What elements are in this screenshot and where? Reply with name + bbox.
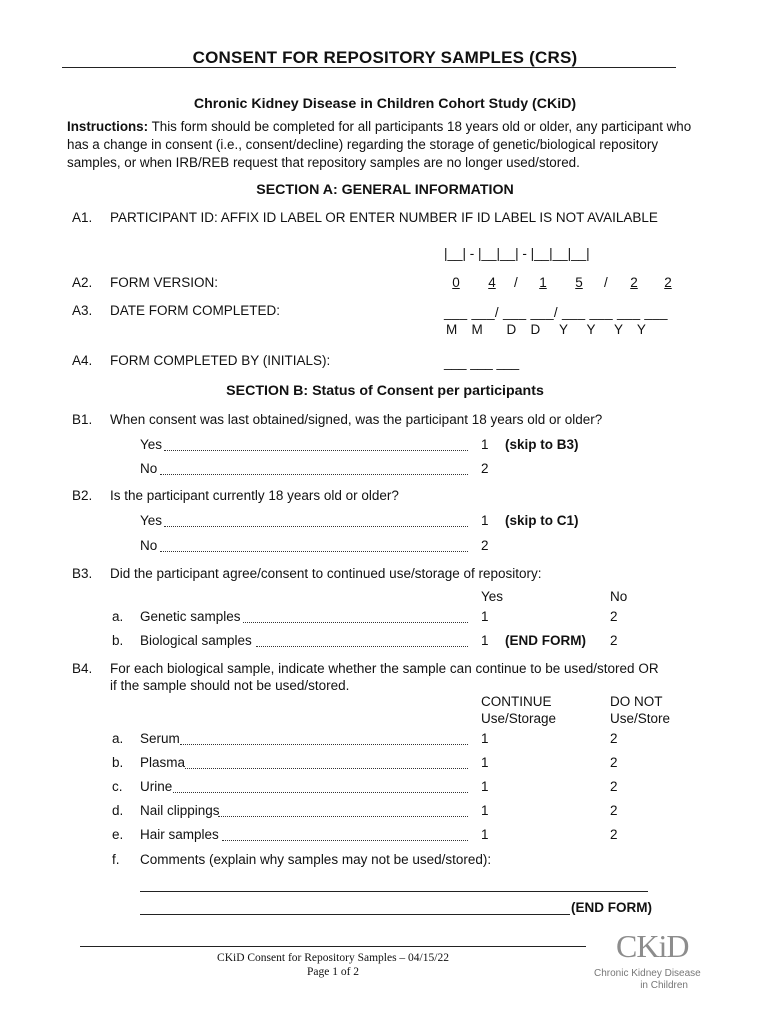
comments-line-1[interactable] [140, 891, 648, 892]
b4-item-letter: b. [112, 755, 124, 770]
b3b-yes-code[interactable]: 1 [481, 633, 489, 648]
b1-question: When consent was last obtained/signed, was the participant 18 years old or older? [110, 412, 603, 427]
instructions-label: Instructions: [67, 119, 149, 134]
b4-item-donot-code[interactable]: 2 [610, 779, 618, 794]
b4-question-line1: For each biological sample, indicate whether the sample can continue to be used/stored OR [110, 661, 659, 676]
ckid-logo-mark: CKiD [616, 928, 689, 964]
b4-item-continue-code[interactable]: 1 [481, 827, 489, 842]
b4-col-donot-sub: Use/Store [610, 711, 671, 726]
b4-item-leader [180, 744, 468, 745]
b1-no-label: No [140, 461, 158, 476]
b2-yes-code[interactable]: 1 [481, 513, 489, 528]
b3-col-no: No [610, 589, 628, 604]
b3-col-yes: Yes [481, 589, 504, 604]
footer-doc-name: CKiD Consent for Repository Samples – 04/15/22 [217, 952, 449, 964]
instructions [67, 118, 697, 172]
b3b-letter: b. [112, 633, 124, 648]
form-title: CONSENT FOR REPOSITORY SAMPLES (CRS) [192, 48, 578, 67]
a1-question: PARTICIPANT ID: AFFIX ID LABEL OR ENTER NUMBER IF ID LABEL IS NOT AVAILABLE [110, 210, 658, 225]
ckid-logo-line1: Chronic Kidney Disease [594, 968, 701, 979]
b4-question-line2: if the sample should not be used/stored. [110, 678, 350, 693]
b4-item-continue-code[interactable]: 1 [481, 731, 489, 746]
b4-item-leader [185, 768, 468, 769]
a4-number: A4. [72, 353, 93, 368]
b4-item-donot-code[interactable]: 2 [610, 803, 618, 818]
b4-item-label: Urine [140, 779, 173, 794]
comments-line-2[interactable] [140, 914, 570, 915]
b4-item-letter: d. [112, 803, 124, 818]
b1-number: B1. [72, 412, 93, 427]
section-b-heading: SECTION B: Status of Consent per participants [226, 383, 544, 399]
b1-yes-skip: (skip to B3) [505, 437, 579, 452]
b4-item-donot-code[interactable]: 2 [610, 755, 618, 770]
b3-number: B3. [72, 566, 93, 581]
b1-no-leader [160, 474, 468, 475]
b1-yes-leader [164, 450, 468, 451]
section-a-heading: SECTION A: GENERAL INFORMATION [256, 182, 514, 198]
b4-item-label: Nail clippings [140, 803, 220, 818]
form-version-digit-1: 0 [452, 275, 460, 290]
b2-number: B2. [72, 488, 93, 503]
form-version-digit-3: 1 [539, 275, 547, 290]
b4-col-continue-sub: Use/Storage [481, 711, 557, 726]
b2-no-leader [160, 551, 468, 552]
b4f-comments-prompt: Comments (explain why samples may not be used/stored): [140, 852, 492, 867]
b1-no-code[interactable]: 2 [481, 461, 489, 476]
b4-item-leader [222, 840, 468, 841]
ckid-logo-line2: in Children [640, 980, 688, 991]
b3a-no-code[interactable]: 2 [610, 609, 618, 624]
footer-rule [80, 946, 586, 947]
b4-item-donot-code[interactable]: 2 [610, 827, 618, 842]
initials-field[interactable]: ___ ___ ___ [444, 355, 520, 370]
b3a-letter: a. [112, 609, 124, 624]
b4-item-continue-code[interactable]: 1 [481, 779, 489, 794]
b4-item-letter: a. [112, 731, 124, 746]
a2-question: FORM VERSION: [110, 275, 219, 290]
form-version-digit-4: 5 [575, 275, 583, 290]
b4f-letter: f. [112, 852, 120, 867]
b3b-no-code[interactable]: 2 [610, 633, 618, 648]
b2-no-code[interactable]: 2 [481, 538, 489, 553]
b3a-leader [243, 622, 468, 623]
a3-question: DATE FORM COMPLETED: [110, 303, 281, 318]
title-rule [62, 67, 676, 68]
b4-end-form: (END FORM) [571, 900, 652, 915]
b4-item-label: Serum [140, 731, 180, 746]
b4-number: B4. [72, 661, 93, 676]
b3a-label: Genetic samples [140, 609, 241, 624]
b4-col-continue: CONTINUE [481, 694, 552, 709]
form-version-digit-5: 2 [630, 275, 638, 290]
participant-id-field[interactable]: |__| - |__|__| - |__|__|__| [444, 246, 590, 261]
b4-item-label: Hair samples [140, 827, 219, 842]
instructions-text: This form should be completed for all participants 18 years old or older, any participant who has a change in consent (i.e., consent/decline) regarding the storage of genetic/biological repository samples, or when IRB/REB request that repository samples are no longer used/stored. [67, 119, 692, 170]
b2-yes-label: Yes [140, 513, 163, 528]
b2-yes-leader [164, 526, 468, 527]
b4-item-leader [173, 792, 468, 793]
b3a-yes-code[interactable]: 1 [481, 609, 489, 624]
date-completed-field[interactable]: ___ ___/ ___ ___/ ___ ___ ___ ___ [444, 305, 668, 320]
b4-item-donot-code[interactable]: 2 [610, 731, 618, 746]
b4-item-label: Plasma [140, 755, 186, 770]
b3b-leader [256, 646, 468, 647]
footer-page-number: Page 1 of 2 [306, 966, 360, 978]
b3b-end-form: (END FORM) [505, 633, 586, 648]
b2-question: Is the participant currently 18 years old or older? [110, 488, 399, 503]
form-version-slash-1: / [514, 275, 518, 290]
b4-col-donot: DO NOT [610, 694, 663, 709]
b3b-label: Biological samples [140, 633, 252, 648]
b2-yes-skip: (skip to C1) [505, 513, 579, 528]
form-version-digit-6: 2 [664, 275, 672, 290]
date-format-hint: M M D D Y Y Y Y [446, 322, 646, 337]
form-version-digit-2: 4 [488, 275, 496, 290]
b3-question: Did the participant agree/consent to continued use/storage of repository: [110, 566, 542, 581]
a2-number: A2. [72, 275, 93, 290]
form-version-slash-2: / [604, 275, 608, 290]
b4-item-continue-code[interactable]: 1 [481, 803, 489, 818]
a3-number: A3. [72, 303, 93, 318]
b2-no-label: No [140, 538, 158, 553]
b1-yes-code[interactable]: 1 [481, 437, 489, 452]
b1-yes-label: Yes [140, 437, 163, 452]
b4-item-leader [218, 816, 468, 817]
b4-item-letter: c. [112, 779, 123, 794]
study-subtitle: Chronic Kidney Disease in Children Cohort Study (CKiD) [193, 96, 577, 112]
b4-item-letter: e. [112, 827, 124, 842]
a1-number: A1. [72, 210, 93, 225]
b4-item-continue-code[interactable]: 1 [481, 755, 489, 770]
a4-question: FORM COMPLETED BY (INITIALS): [110, 353, 331, 368]
